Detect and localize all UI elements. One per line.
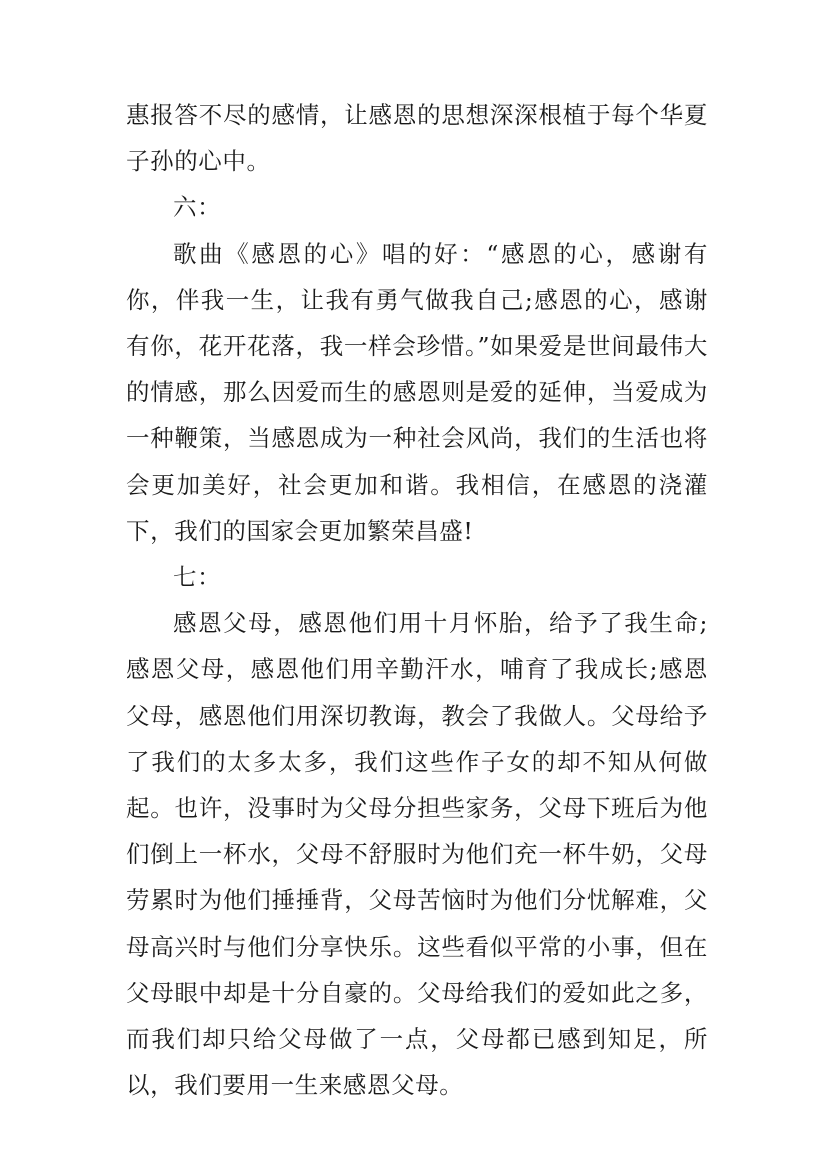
document-body [126,92,708,1108]
section-6-heading: 六： [173,193,222,222]
section-6-paragraph: 歌曲《感恩的心》唱的好：“感恩的心，感谢有你，伴我一生，让我有勇气做我自己;感恩的心，感谢有你，花开花落，我一样会珍惜。”如果爱是世间最伟大的情感，那么因爱而生的感恩则是爱的延伸，当爱成为一种鞭策，当感恩成为一种社会风尚，我们的生活也将会更加美好，社会更加和谐。我相信，在感恩的浇灌下，我们的国家会更加繁荣昌盛! [126,239,708,545]
section-7-heading: 七： [173,563,222,592]
paragraph-continued: 惠报答不尽的感情，让感恩的思想深深根植于每个华夏子孙的心中。 [126,101,708,176]
section-7-paragraph: 感恩父母，感恩他们用十月怀胎，给予了我生命;感恩父母，感恩他们用辛勤汗水，哺育了我成长;感恩父母，感恩他们用深切教诲，教会了我做人。父母给予了我们的太多太多，我们这些作子女的却不知从何做起。也许，没事时为父母分担些家务，父母下班后为他们倒上一杯水，父母不舒服时为他们充一杯牛奶，父母劳累时为他们捶捶背，父母苦恼时为他们分忧解难，父母高兴时与他们分享快乐。这些看似平常的小事，但在父母眼中却是十分自豪的。父母给我们的爱如此之多，而我们却只给父母做了一点，父母都已感到知足，所以，我们要用一生来感恩父母。 [126,609,708,1100]
